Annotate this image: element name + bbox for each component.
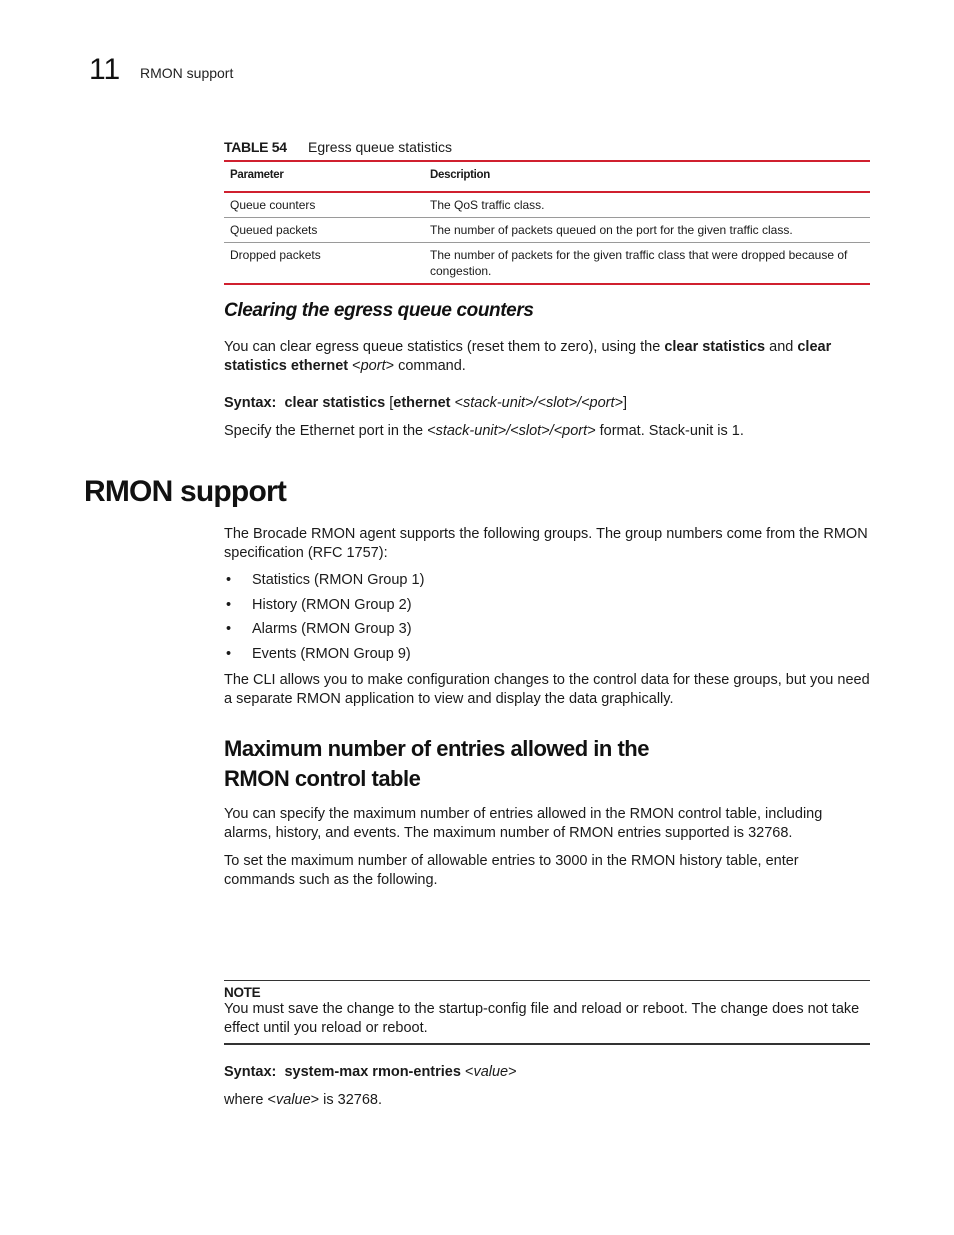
column-header-description: Description [430,169,490,181]
port-format: <stack-unit>/<slot>/<port> [427,423,596,439]
list-item [224,620,424,645]
table-row [224,243,870,285]
chapter-title: RMON support [140,65,234,81]
bullet-icon: • [226,621,232,638]
text-run: < [348,358,361,374]
chapter-number: 11 [89,53,121,86]
text-run: Specify the Ethernet port in the [224,423,428,439]
syntax-label: Syntax: [224,395,277,411]
text-run: ] [623,395,628,411]
section-heading-rmon-support: RMON support [84,475,287,508]
table-cell-parameter: Dropped packets [230,248,321,262]
argument-value: value [276,1092,311,1108]
list-item-text: Alarms (RMON Group 3) [252,621,412,638]
text-run: > is 32768. [310,1092,383,1108]
max-entries-syntax [224,1063,870,1082]
syntax-command: system-max rmon-entries [284,1064,461,1080]
list-item [224,571,424,596]
clearing-format-paragraph [224,422,870,441]
table-row [224,192,870,218]
list-item [224,645,424,670]
table-header-row [224,161,870,192]
clearing-paragraph [224,338,870,376]
text-run: format. Stack-unit is 1. [595,423,744,439]
bullet-icon: • [226,646,232,663]
table-row [224,218,870,243]
max-entries-instruction: To set the maximum number of allowable entries to 3000 in the RMON history table, enter commands such as the following. [224,853,799,888]
list-item [224,596,424,621]
text-run: [ [385,395,394,411]
table-caption [224,138,870,156]
table-cell-description: The number of packets queued on the port for the given traffic class. [430,223,793,237]
syntax-arguments: <stack-unit>/<slot>/<port> [450,395,623,411]
clearing-syntax [224,394,870,413]
syntax-command: clear statistics [284,395,386,411]
text-run: > command. [385,358,466,374]
bullet-icon: • [226,572,232,588]
list-item-text: Events (RMON Group 9) [252,646,411,663]
text-run: where < [224,1092,276,1108]
table-label: TABLE 54 [224,139,287,155]
rmon-outro: The CLI allows you to make configuration changes to the control data for these groups, but you need a separate RMON application to view and display the data graphically. [224,672,870,707]
table-cell-parameter: Queued packets [230,223,318,237]
syntax-label: Syntax: [224,1064,277,1080]
list-item-text: Statistics (RMON Group 1) [252,572,425,588]
egress-queue-table [224,160,870,285]
table-cell-description: The QoS traffic class. [430,198,545,212]
max-entries-paragraph: You can specify the maximum number of entries allowed in the RMON control table, including alarms, history, and events. The maximum number of RMON entries supported is 32768. [224,806,823,841]
clearing-heading: Clearing the egress queue counters [224,300,534,321]
text-run: < [460,1064,474,1080]
heading-line: RMON control table [224,766,421,791]
column-header-parameter: Parameter [230,169,284,181]
text-run: and [765,339,798,355]
argument-port: port [360,358,386,374]
table-title: Egress queue statistics [308,139,452,155]
bullet-icon: • [226,596,232,613]
note-box [224,980,870,1045]
command-clear-statistics: clear statistics [664,339,766,355]
note-text: You must save the change to the startup-config file and reload or reboot. The change does not take effect until you reload or reboot. [224,1001,860,1036]
argument-value: value [473,1064,509,1080]
list-item-text: History (RMON Group 2) [252,596,412,613]
rmon-groups-list [224,571,424,670]
table-cell-description: The number of packets for the given traffic class that were dropped because of congestion. [430,248,848,278]
note-label: NOTE [224,985,261,1000]
rmon-intro: The Brocade RMON agent supports the following groups. The group numbers come from the RMON specification (RFC 1757): [224,526,868,561]
max-entries-heading [224,734,649,794]
table-cell-parameter: Queue counters [230,198,316,212]
heading-line: Maximum number of entries allowed in the [224,736,649,761]
text-run: > [508,1064,517,1080]
where-clause [224,1091,870,1110]
text-run: You can clear egress queue statistics (reset them to zero), using the [224,339,665,355]
command-clear-statistics-ethernet: clear statistics ethernet [224,339,832,374]
syntax-keyword-ethernet: ethernet [393,395,451,411]
